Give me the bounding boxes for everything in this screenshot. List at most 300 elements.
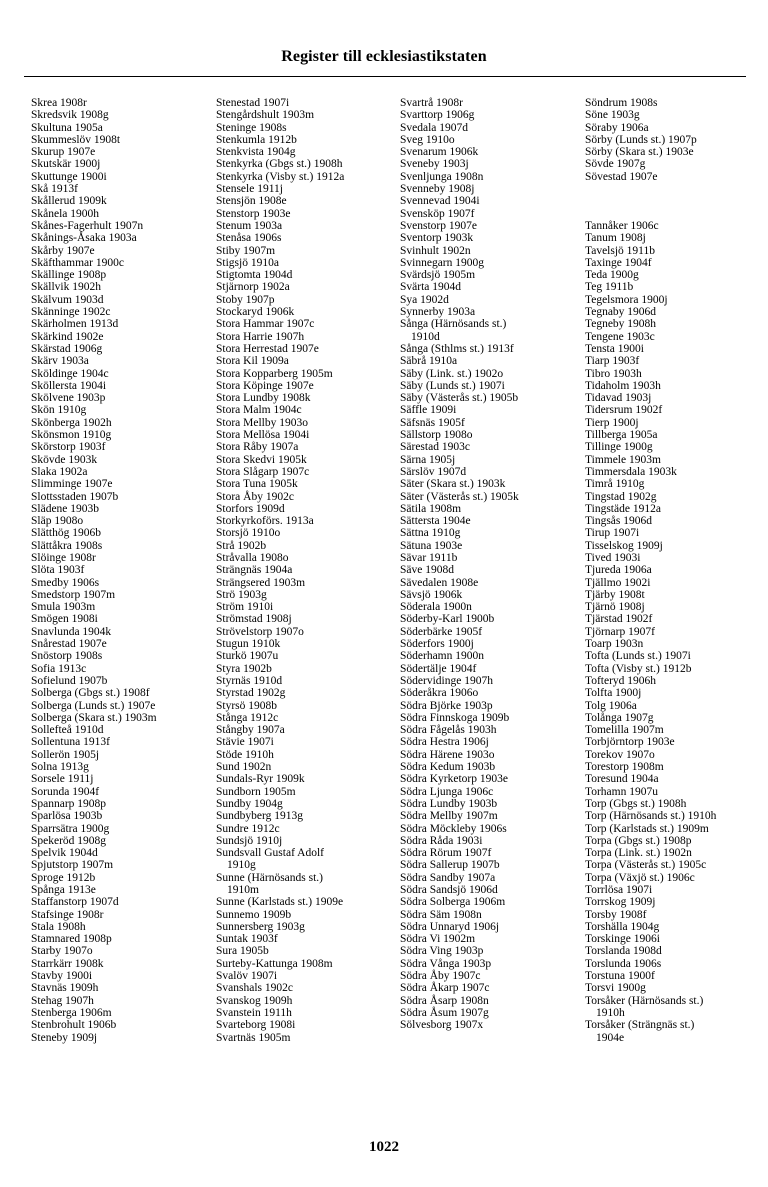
index-entry: Söderfors 1900j (400, 638, 474, 651)
index-entry: Slimminge 1907e (31, 478, 113, 491)
index-entry: Tannåker 1906c (585, 219, 659, 232)
index-entry: Solberga (Skara st.) 1903m (31, 711, 157, 724)
index-entry: Tofta (Lunds st.) 1907i (585, 650, 691, 663)
index-entry: Sofielund 1907b (31, 674, 108, 687)
index-entry: Strö 1903g (216, 588, 267, 601)
index-entry: Slädene 1903b (31, 502, 100, 515)
index-entry: Stora Tuna 1905k (216, 478, 298, 491)
index-entry: Sånga (Sthlms st.) 1913f (400, 342, 514, 355)
index-entry: Skållerud 1909k (31, 195, 107, 208)
index-entry: Svenljunga 1908n (400, 170, 484, 183)
index-entry: Solberga (Lunds st.) 1907e (31, 699, 156, 712)
index-entry: Södra Sandsjö 1906d (400, 884, 498, 896)
index-entry: Södra Härene 1903o (400, 748, 495, 761)
index-entry: Stora Hammar 1907c (216, 318, 315, 331)
index-column-4 (585, 97, 767, 1044)
index-entry: Stora Skedvi 1905k (216, 453, 307, 466)
index-entry: Sövde 1907g (585, 158, 646, 171)
index-entry: Tierp 1900j (585, 416, 639, 429)
index-entry: Skredsvik 1908g (31, 109, 109, 122)
index-entry: Sundsvall Gustaf Adolf (216, 847, 324, 860)
index-entry: Skummeslöv 1908t (31, 133, 121, 146)
index-entry: Spekeröd 1908g (31, 834, 107, 847)
index-entry: Sunne (Härnösands st.) (216, 871, 323, 884)
index-entry: Svenstorp 1907e (400, 219, 477, 232)
index-entry: Spjutstorp 1907m (31, 859, 114, 872)
index-entry: Stenestad 1907i (216, 97, 290, 109)
index-entry: Skultuna 1905a (31, 121, 103, 134)
index-entry: Ström 1910i (216, 601, 274, 614)
index-entry: Staffanstorp 1907d (31, 896, 119, 909)
index-entry: Stråvalla 1908o (216, 551, 289, 564)
index-entry: Slätthög 1906b (31, 527, 101, 540)
index-entry: Sättna 1910g (400, 527, 461, 540)
index-entry: Söderhamn 1900n (400, 650, 485, 663)
index-entry: Tjärby 1908t (585, 588, 645, 601)
index-entry: Söderbärke 1905f (400, 625, 483, 638)
index-entry: Sundre 1912c (216, 822, 280, 835)
index-entry: Stora Herrestad 1907e (216, 342, 319, 355)
index-entry: Stamnared 1908p (31, 933, 112, 946)
index-entry: Tolfta 1900j (585, 687, 642, 700)
index-entry: Strömstad 1908j (216, 613, 292, 626)
index-entry: Storsjö 1910o (216, 527, 281, 540)
index-entry: Stenum 1903a (216, 219, 283, 232)
index-entry: Stafsinge 1908r (31, 908, 104, 921)
index-entry: Torp (Karlstads st.) 1909m (585, 822, 709, 835)
index-entry: Säve 1908d (400, 564, 454, 577)
index-entry: Svarttorp 1906g (400, 109, 475, 122)
index-entry: Skå 1913f (31, 183, 78, 196)
index-entry: Skölvene 1903p (31, 392, 106, 405)
index-entry: Skärv 1903a (31, 355, 89, 368)
index-entry: Sundby 1904g (216, 797, 283, 810)
index-entry: 1910m (227, 884, 259, 896)
index-entry: Timrå 1910g (585, 478, 645, 491)
index-entry: Sånga (Härnösands st.) (400, 318, 507, 331)
index-entry: Södra Unnaryd 1906j (400, 920, 500, 933)
index-entry: Stavby 1900i (31, 970, 93, 983)
index-entry: Stenbrohult 1906b (31, 1019, 117, 1032)
index-entry: Tengene 1903c (585, 330, 655, 343)
index-entry: Solberga (Gbgs st.) 1908f (31, 687, 150, 700)
index-entry: Smedby 1906s (31, 576, 100, 589)
index-entry: Tjureda 1906a (585, 564, 652, 577)
index-entry: Skärstad 1906g (31, 342, 103, 355)
index-entry: Tavelsjö 1911b (585, 244, 655, 257)
index-entry: Teda 1900g (585, 269, 639, 282)
index-entry: Torp (Härnösands st.) 1910h (585, 810, 717, 823)
index-entry: Tived 1903i (585, 551, 641, 564)
index-entry: Särestad 1903c (400, 441, 470, 454)
index-entry: Stensele 1911j (216, 183, 283, 196)
index-entry: Stenkumla 1912b (216, 133, 297, 146)
index-entry: Särslöv 1907d (400, 465, 467, 478)
index-entry: Skällinge 1908p (31, 269, 107, 282)
index-entry: Södra Åkarp 1907c (400, 982, 490, 995)
index-entry: Torskinge 1906i (585, 933, 660, 946)
header-rule (24, 76, 746, 77)
index-entry: Södra Sandby 1907a (400, 871, 496, 884)
index-entry: Södra Vi 1902m (400, 933, 476, 946)
index-entry: Solna 1913g (31, 761, 89, 774)
index-entry: Stångby 1907a (216, 724, 285, 737)
index-entry: 1910g (227, 859, 256, 872)
index-entry: Torpa (Gbgs st.) 1908p (585, 834, 692, 847)
index-entry: Sventorp 1903k (400, 232, 474, 245)
index-entry: Toarp 1903n (585, 638, 644, 651)
index-entry: Svinhult 1902n (400, 244, 471, 257)
index-entry: Södra Lundby 1903b (400, 797, 498, 810)
index-entry: Sölvesborg 1907x (400, 1019, 484, 1032)
index-entry: Strängnäs 1904a (216, 564, 293, 577)
index-entry: Sturkö 1907u (216, 650, 279, 663)
index-entry: Skrea 1908r (31, 97, 87, 109)
index-entry: Torsåker (Härnösands st.) (585, 994, 704, 1007)
index-entry: Timmele 1903m (585, 453, 661, 466)
index-entry: Slottsstaden 1907b (31, 490, 119, 503)
index-entry: Särna 1905j (400, 453, 456, 466)
index-entry: Svanskog 1909h (216, 994, 293, 1007)
index-entry (585, 208, 767, 220)
index-entry: Slaka 1902a (31, 465, 88, 478)
index-entry: Södra Åsum 1907g (400, 1006, 489, 1019)
index-column-3 (400, 97, 582, 1032)
index-entry: Smedstorp 1907m (31, 588, 116, 601)
index-entry: Tofteryd 1906h (585, 674, 657, 687)
index-entry: Torslunda 1906s (585, 957, 662, 970)
index-entry: Södra Kyrketorp 1903e (400, 773, 508, 786)
index-entry: Sollentuna 1913f (31, 736, 110, 749)
index-entry: Tjällmo 1902i (585, 576, 651, 589)
index-entry: Skövde 1903k (31, 453, 98, 466)
index-entry: Skärholmen 1913d (31, 318, 119, 331)
index-entry: Södra Finnskoga 1909b (400, 711, 510, 724)
index-entry: Sund 1902n (216, 761, 272, 774)
index-entry: Tidavad 1903j (585, 392, 652, 405)
index-entry: Sävsjö 1906k (400, 588, 463, 601)
index-entry: Svartrå 1908r (400, 97, 463, 109)
index-entry: Svenneby 1908j (400, 183, 475, 196)
index-entry: Tjärstad 1902f (585, 613, 653, 626)
index-entry: Sundbyberg 1913g (216, 810, 303, 823)
index-entry: Starby 1907o (31, 945, 93, 958)
index-entry: Tillberga 1905a (585, 429, 658, 442)
index-entry: Stora Kil 1909a (216, 355, 289, 368)
index-entry: Torrlösa 1907i (585, 884, 653, 896)
index-entry: Stenkyrka (Gbgs st.) 1908h (216, 158, 343, 171)
index-entry: Sya 1902d (400, 293, 449, 306)
index-entry: Skönsmon 1910g (31, 429, 112, 442)
index-entry: Söderby-Karl 1900b (400, 613, 495, 626)
index-entry: Spannarp 1908p (31, 797, 107, 810)
index-entry: Torslanda 1908d (585, 945, 662, 958)
index-entry: Stigtomta 1904d (216, 269, 293, 282)
index-entry: Skärkind 1902e (31, 330, 104, 343)
index-entry: Stora Köpinge 1907e (216, 379, 314, 392)
index-entry: Sparrsätra 1900g (31, 822, 110, 835)
index-entry: Södra Kedum 1903b (400, 761, 496, 774)
index-entry: Svartnäs 1905m (216, 1031, 291, 1044)
index-entry: Sproge 1912b (31, 871, 96, 884)
index-entry: Sörby (Skara st.) 1903e (585, 146, 694, 159)
index-entry: Södra Hestra 1906j (400, 736, 489, 749)
index-entry: Södra Ljunga 1906c (400, 785, 494, 798)
index-entry: Spånga 1913e (31, 884, 96, 896)
index-entry: Stora Lundby 1908k (216, 392, 311, 405)
index-entry: Stenkyrka (Visby st.) 1912a (216, 170, 345, 183)
index-entry: Skårby 1907e (31, 244, 95, 257)
page-title: Register till ecklesiastikstaten (281, 48, 487, 65)
index-column-2 (216, 97, 398, 1044)
index-entry: Tofta (Visby st.) 1912b (585, 662, 692, 675)
index-entry: Torsby 1908f (585, 908, 647, 921)
index-entry: Tibro 1903h (585, 367, 642, 380)
index-entry: Sparlösa 1903b (31, 810, 103, 823)
index-entry: Steninge 1908s (216, 121, 287, 134)
index-entry: Södra Mellby 1907m (400, 810, 498, 823)
index-entry: Sävar 1911b (400, 551, 458, 564)
index-entry: Säby (Lunds st.) 1907i (400, 379, 505, 392)
index-entry: Södra Möckleby 1906s (400, 822, 507, 835)
index-entry: Södra Vånga 1903p (400, 957, 492, 970)
index-entry: Stigsjö 1910a (216, 256, 279, 269)
index-entry: Torestorp 1908m (585, 761, 664, 774)
index-entry: Södra Råda 1903i (400, 834, 483, 847)
index-entry: Tolg 1906a (585, 699, 637, 712)
index-entry: Sunne (Karlstads st.) 1909e (216, 896, 344, 909)
index-entry: Snavlunda 1904k (31, 625, 112, 638)
index-entry: Spelvik 1904d (31, 847, 98, 860)
index-entry: Timmersdala 1903k (585, 465, 677, 478)
index-entry: Strängsered 1903m (216, 576, 306, 589)
index-entry: Stensjön 1908e (216, 195, 287, 208)
index-entry: Torekov 1907o (585, 748, 655, 761)
index-entry: Svinnegarn 1900g (400, 256, 485, 269)
index-entry: Stockaryd 1906k (216, 306, 295, 319)
index-entry: Tegneby 1908h (585, 318, 657, 331)
index-entry: 1910h (596, 1006, 625, 1019)
index-entry: Stävie 1907i (216, 736, 274, 749)
index-entry: Svarteborg 1908i (216, 1019, 296, 1032)
index-entry: 1910d (411, 330, 440, 343)
index-entry: Stånga 1912c (216, 711, 279, 724)
index-entry: Stenkvista 1904g (216, 146, 296, 159)
index-entry: Tirup 1907i (585, 527, 640, 540)
index-entry: Torpa (Link. st.) 1902n (585, 847, 692, 860)
index-entry: Släp 1908o (31, 515, 84, 528)
index-entry: Suntak 1903f (216, 933, 278, 946)
index-entry: Slättåkra 1908s (31, 539, 103, 552)
index-entry: Surteby-Kattunga 1908m (216, 957, 333, 970)
index-entry: Södervidinge 1907h (400, 674, 493, 687)
index-entry: Tjörnarp 1907f (585, 625, 655, 638)
index-entry: Skånings-Åsaka 1903a (31, 232, 137, 245)
index-entry: Torshälla 1904g (585, 920, 660, 933)
index-entry: Tensta 1900i (585, 342, 644, 355)
index-entry: Stjärnorp 1902a (216, 281, 290, 294)
index-entry: Skällvik 1902h (31, 281, 101, 294)
index-entry: Sunnersberg 1903g (216, 920, 305, 933)
index-entry: Söne 1903g (585, 109, 640, 122)
index-entry: Tingsås 1906d (585, 515, 652, 528)
index-entry: Tisselskog 1909j (585, 539, 663, 552)
index-entry: Söderala 1900n (400, 601, 472, 614)
index-entry: Sunnemo 1909b (216, 908, 292, 921)
index-entry: Styrsö 1908b (216, 699, 278, 712)
index-entry: Säbrå 1910a (400, 355, 458, 368)
index-entry: Stoby 1907p (216, 293, 275, 306)
index-entry: Tingstad 1902g (585, 490, 657, 503)
index-entry: Svennevad 1904i (400, 195, 480, 208)
index-entry: Säby (Link. st.) 1902o (400, 367, 504, 380)
index-entry: Sätuna 1903e (400, 539, 463, 552)
index-entry: Skutskär 1900j (31, 158, 101, 171)
index-entry: Torsåker (Strängnäs st.) (585, 1019, 695, 1032)
index-entry: Svanshals 1902c (216, 982, 293, 995)
index-entry: Sätila 1908m (400, 502, 462, 515)
index-entry: Tillinge 1900g (585, 441, 653, 454)
index-entry: Stavnäs 1909h (31, 982, 99, 995)
index-entry: Sollerön 1905j (31, 748, 100, 761)
index-entry: Stengårdshult 1903m (216, 109, 315, 122)
index-column-1 (31, 97, 213, 1044)
index-entry: Torp (Gbgs st.) 1908h (585, 797, 687, 810)
index-entry (585, 195, 767, 207)
index-entry: Säfsnäs 1905f (400, 416, 465, 429)
index-entry: Svedala 1907d (400, 121, 469, 134)
index-entry: Sävedalen 1908e (400, 576, 479, 589)
index-entry: Sveg 1910o (400, 133, 455, 146)
index-entry: Skånes-Fagerhult 1907n (31, 219, 144, 232)
index-entry: Synnerby 1903a (400, 306, 476, 319)
index-entry: Stöde 1910h (216, 748, 274, 761)
index-entry: Styrnäs 1910d (216, 674, 283, 687)
index-entry: Stora Mellösa 1904i (216, 429, 310, 442)
index-entry: Stenåsa 1906s (216, 232, 282, 245)
index-entry: Tanum 1908j (585, 232, 646, 245)
index-entry: Smögen 1908i (31, 613, 98, 626)
index-entry: Stora Råby 1907a (216, 441, 299, 454)
index-entry: Svenarum 1906k (400, 146, 479, 159)
index-entry: Sällstorp 1908o (400, 429, 473, 442)
index-entry: Svalöv 1907i (216, 970, 278, 983)
index-entry: Stora Mellby 1903o (216, 416, 308, 429)
index-entry: Styra 1902b (216, 662, 272, 675)
index-entry: Svärta 1904d (400, 281, 462, 294)
index-entry: Tolånga 1907g (585, 711, 654, 724)
index-entry: Skänninge 1902c (31, 306, 111, 319)
index-entry: Sura 1905b (216, 945, 269, 958)
index-entry: Stala 1908h (31, 920, 86, 933)
index-entry: Torstuna 1900f (585, 970, 655, 983)
index-entry: Starrkärr 1908k (31, 957, 104, 970)
index-entry: Sofia 1913c (31, 662, 87, 675)
index-entry: Teg 1911b (585, 281, 634, 294)
index-entry: Stora Kopparberg 1905m (216, 367, 333, 380)
index-entry: Strövelstorp 1907o (216, 625, 304, 638)
page-number: 1022 (369, 1139, 399, 1155)
index-entry: Södra Åby 1907c (400, 970, 481, 983)
index-entry: Sätterstа 1904e (400, 515, 471, 528)
index-entry: Toresund 1904a (585, 773, 659, 786)
index-entry: Södra Björke 1903p (400, 699, 493, 712)
index-entry: Stora Slågarp 1907c (216, 465, 310, 478)
index-entry: Svanstein 1911h (216, 1006, 292, 1019)
index-entry: Sollefteå 1910d (31, 724, 104, 737)
index-entry: Sövestad 1907e (585, 170, 658, 183)
index-entry: Sundals-Ryr 1909k (216, 773, 305, 786)
index-entry: Skönberga 1902h (31, 416, 112, 429)
index-entry: Södra Åsarp 1908n (400, 994, 489, 1007)
index-entry: Tegnaby 1906d (585, 306, 657, 319)
index-entry: Torpa (Västerås st.) 1905c (585, 859, 707, 872)
index-entry: Söndrum 1908s (585, 97, 658, 109)
index-entry: Skurup 1907e (31, 146, 96, 159)
index-entry: Strå 1902b (216, 539, 267, 552)
index-entry: Svensköp 1907f (400, 207, 475, 220)
index-entry: Torhamn 1907u (585, 785, 658, 798)
index-entry: Säby (Västerås st.) 1905b (400, 392, 519, 405)
index-entry: 1904e (596, 1031, 625, 1044)
index-entry: Sorsele 1911j (31, 773, 94, 786)
index-entry: Sveneby 1903j (400, 158, 469, 171)
index-entry: Sörby (Lunds st.) 1907p (585, 133, 697, 146)
index-entry: Tidersrum 1902f (585, 404, 663, 417)
index-entry: Storkyrkoförs. 1913a (216, 515, 314, 528)
index-entry: Torsvi 1900g (585, 982, 646, 995)
index-entry: Taxinge 1904f (585, 256, 652, 269)
index-entry: Sköldinge 1904c (31, 367, 109, 380)
index-entry: Slöta 1903f (31, 564, 85, 577)
index-entry: Skäfthammar 1900c (31, 256, 124, 269)
index-entry: Smula 1903m (31, 601, 96, 614)
index-entry: Tegelsmora 1900j (585, 293, 668, 306)
index-entry: Sorunda 1904f (31, 785, 100, 798)
index-entry: Tomelilla 1907m (585, 724, 664, 737)
index-entry: Stiby 1907m (216, 244, 276, 257)
index-entry: Skörstorp 1903f (31, 441, 106, 454)
index-entry: Styrstad 1902g (216, 687, 286, 700)
index-entry: Skälvum 1903d (31, 293, 104, 306)
index-entry: Södra Sallerup 1907b (400, 859, 500, 872)
index-entry: Snöstorp 1908s (31, 650, 103, 663)
index-entry: Säffle 1909i (400, 404, 457, 417)
index-entry: Säter (Skara st.) 1903k (400, 478, 506, 491)
index-entry: Tiarp 1903f (585, 355, 640, 368)
index-entry: Stehag 1907h (31, 994, 94, 1007)
index-entry: Södra Solberga 1906m (400, 896, 506, 909)
index-entry: Skånela 1900h (31, 207, 100, 220)
index-entry: Steneby 1909j (31, 1031, 98, 1044)
index-entry: Säter (Västerås st.) 1905k (400, 490, 519, 503)
index-entry: Stenstorp 1903e (216, 207, 291, 220)
index-entry: Svärdsjö 1905m (400, 269, 476, 282)
index-entry: Torpa (Växjö st.) 1906c (585, 871, 695, 884)
index-entry: Söraby 1906a (585, 121, 649, 134)
index-entry: Sundborn 1905m (216, 785, 296, 798)
index-entry: Södra Rörum 1907f (400, 847, 492, 860)
index-entry: Tjärnö 1908j (585, 601, 645, 614)
index-entry: Stora Harrie 1907h (216, 330, 305, 343)
index-entry: Stora Malm 1904c (216, 404, 302, 417)
index-entry: Södra Säm 1908n (400, 908, 482, 921)
index-entry: Storfors 1909d (216, 502, 285, 515)
index-entry: Sundsjö 1910j (216, 834, 283, 847)
index-entry: Södra Fågelås 1903h (400, 724, 497, 737)
index-entry: Skuttunge 1900i (31, 170, 107, 183)
index-entry: Tingstäde 1912a (585, 502, 661, 515)
